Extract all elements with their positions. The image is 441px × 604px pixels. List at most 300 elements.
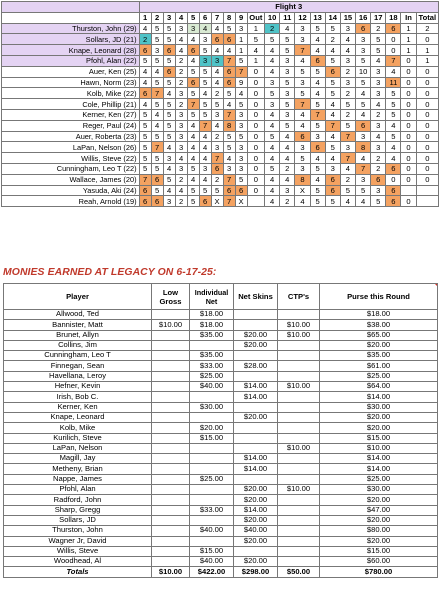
player-name: Sollars, JD (4, 515, 152, 525)
purse-amount: $20.00 (320, 536, 438, 546)
purse-amount: $64.00 (320, 382, 438, 392)
monies-row (4, 361, 438, 371)
score-cell: 6 (325, 185, 340, 196)
totals-skins: $298.00 (234, 567, 278, 577)
score-cell: 4 (199, 23, 211, 34)
hole-header: 17 (371, 12, 386, 23)
score-cell: 3 (175, 163, 187, 174)
skins-amount: $14.00 (234, 505, 278, 515)
score-cell: 5 (325, 77, 340, 88)
score-cell: 3 (295, 77, 310, 88)
score-cell: 7 (139, 174, 151, 185)
score-cell: 4 (139, 23, 151, 34)
score-cell (247, 196, 264, 207)
score-cell: 2 (265, 23, 280, 34)
hole-header: 2 (151, 12, 163, 23)
score-cell: 5 (247, 34, 264, 45)
score-cell: 5 (235, 55, 247, 66)
score-cell: 4 (310, 153, 325, 164)
player-score-row (2, 142, 439, 153)
score-cell: 5 (163, 120, 175, 131)
net-amount: $30.00 (190, 402, 234, 412)
score-cell: 5 (235, 99, 247, 110)
hole-header: In (401, 12, 416, 23)
ctp-amount (278, 546, 320, 556)
player-name: Kerner, Ken (27) (2, 109, 140, 120)
score-cell: 4 (356, 109, 371, 120)
player-name: LaPan, Nelson (26) (2, 142, 140, 153)
ctp-amount (278, 515, 320, 525)
player-name: Knape, Leonard (28) (2, 45, 140, 56)
skins-amount: $14.00 (234, 382, 278, 392)
net-amount (190, 464, 234, 474)
net-amount: $35.00 (190, 330, 234, 340)
low-gross-amount (152, 536, 190, 546)
score-cell: 0 (401, 77, 416, 88)
score-cell: 6 (386, 185, 401, 196)
score-cell: 7 (235, 66, 247, 77)
score-cell: 2 (175, 174, 187, 185)
score-cell: 5 (280, 120, 295, 131)
score-cell: 3 (235, 23, 247, 34)
low-gross-amount (152, 310, 190, 320)
score-cell: 4 (265, 66, 280, 77)
score-cell: 4 (371, 55, 386, 66)
score-cell: 3 (199, 55, 211, 66)
score-cell: 3 (199, 163, 211, 174)
score-cell: 5 (295, 153, 310, 164)
score-cell: 1 (401, 34, 416, 45)
low-gross-amount (152, 330, 190, 340)
score-cell: 5 (163, 23, 175, 34)
score-cell: 5 (386, 99, 401, 110)
ctp-amount (278, 505, 320, 515)
ctp-amount: $10.00 (278, 485, 320, 495)
hole-header: 14 (325, 12, 340, 23)
score-cell: 4 (175, 45, 187, 56)
score-cell: 0 (416, 153, 438, 164)
purse-amount: $20.00 (320, 495, 438, 505)
player-name: Brunet, Allyn (4, 330, 152, 340)
score-cell: 0 (416, 66, 438, 77)
score-cell: 7 (356, 163, 371, 174)
ctp-amount (278, 526, 320, 536)
score-cell: 1 (235, 34, 247, 45)
score-cell: 6 (223, 34, 235, 45)
score-cell: 4 (163, 163, 175, 174)
monies-row (4, 454, 438, 464)
score-cell: 4 (151, 66, 163, 77)
score-cell: 7 (223, 174, 235, 185)
score-cell: 4 (223, 153, 235, 164)
score-cell: 3 (280, 88, 295, 99)
purse-amount: $15.00 (320, 433, 438, 443)
ctp-amount (278, 464, 320, 474)
score-cell: 7 (223, 196, 235, 207)
score-cell: 0 (401, 88, 416, 99)
score-cell: 4 (265, 120, 280, 131)
player-name: Reah, Arnold (19) (2, 196, 140, 207)
totals-label: Totals (4, 567, 152, 577)
score-cell: 7 (340, 153, 355, 164)
player-name: Bannister, Matt (4, 320, 152, 330)
score-cell: 5 (386, 131, 401, 142)
score-cell: 2 (175, 196, 187, 207)
net-amount: $25.00 (190, 474, 234, 484)
score-cell: 2 (211, 88, 223, 99)
score-cell (401, 185, 416, 196)
score-cell: 5 (223, 88, 235, 99)
score-cell: 0 (416, 174, 438, 185)
hole-header: Out (247, 12, 264, 23)
player-score-row (2, 34, 439, 45)
score-cell: 8 (356, 142, 371, 153)
score-cell: 3 (211, 55, 223, 66)
score-cell: 4 (211, 45, 223, 56)
score-cell: 4 (199, 142, 211, 153)
score-cell: 0 (401, 174, 416, 185)
score-cell: 3 (295, 142, 310, 153)
monies-row (4, 330, 438, 340)
score-cell: 3 (340, 77, 355, 88)
score-cell: 5 (151, 34, 163, 45)
net-amount: $18.00 (190, 320, 234, 330)
net-amount: $15.00 (190, 546, 234, 556)
purse-amount: $25.00 (320, 371, 438, 381)
net-amount: $25.00 (190, 371, 234, 381)
score-cell: 5 (265, 163, 280, 174)
monies-row (4, 536, 438, 546)
low-gross-amount (152, 361, 190, 371)
score-cell: 0 (386, 174, 401, 185)
score-cell: 3 (163, 196, 175, 207)
score-cell: 7 (151, 88, 163, 99)
score-cell: 5 (310, 163, 325, 174)
score-cell: 5 (187, 88, 199, 99)
score-cell: 6 (325, 66, 340, 77)
score-cell: 4 (265, 142, 280, 153)
score-cell: 0 (401, 109, 416, 120)
player-score-row (2, 131, 439, 142)
player-name: Magill, Jay (4, 454, 152, 464)
score-cell: 4 (310, 77, 325, 88)
purse-amount: $20.00 (320, 340, 438, 350)
score-cell: 3 (356, 45, 371, 56)
score-cell: 5 (371, 34, 386, 45)
player-name: Cole, Phillip (21) (2, 99, 140, 110)
score-cell: 5 (235, 174, 247, 185)
ctp-amount (278, 536, 320, 546)
score-cell: 1 (235, 45, 247, 56)
player-name: Radford, John (4, 495, 152, 505)
score-cell: 3 (211, 142, 223, 153)
score-cell: 0 (416, 163, 438, 174)
score-cell: 0 (247, 88, 264, 99)
score-cell: 5 (139, 120, 151, 131)
skins-amount: $20.00 (234, 412, 278, 422)
player-score-row (2, 99, 439, 110)
score-cell: 4 (280, 153, 295, 164)
skins-amount: $40.00 (234, 526, 278, 536)
score-cell: 5 (151, 99, 163, 110)
score-cell: 0 (247, 131, 264, 142)
score-cell: 0 (416, 120, 438, 131)
score-cell: 5 (265, 34, 280, 45)
score-cell: 5 (151, 153, 163, 164)
header-purse: Purse this Round (320, 284, 438, 310)
score-cell: 4 (211, 23, 223, 34)
player-name: Auer, Roberta (23) (2, 131, 140, 142)
purse-amount: $30.00 (320, 402, 438, 412)
score-cell: X (211, 196, 223, 207)
score-cell: 6 (371, 174, 386, 185)
score-cell: 5 (187, 163, 199, 174)
score-cell: 3 (371, 120, 386, 131)
low-gross-amount (152, 351, 190, 361)
score-cell: 3 (295, 163, 310, 174)
monies-row (4, 371, 438, 381)
player-name: LaPan, Nelson (4, 443, 152, 453)
score-cell: 3 (235, 109, 247, 120)
score-cell: 1 (416, 55, 438, 66)
hole-header: 7 (211, 12, 223, 23)
score-cell: 5 (295, 88, 310, 99)
low-gross-amount (152, 371, 190, 381)
score-cell: 4 (310, 45, 325, 56)
score-cell: 2 (371, 163, 386, 174)
comment-marker-icon (434, 284, 438, 288)
monies-row (4, 474, 438, 484)
score-cell: 5 (325, 142, 340, 153)
player-name: Hawn, Norm (23) (2, 77, 140, 88)
player-score-row (2, 120, 439, 131)
score-cell: 4 (386, 120, 401, 131)
purse-amount: $20.00 (320, 412, 438, 422)
score-cell: 5 (223, 142, 235, 153)
skins-amount (234, 320, 278, 330)
ctp-amount (278, 340, 320, 350)
score-cell: 3 (340, 55, 355, 66)
score-cell: 4 (235, 88, 247, 99)
ctp-amount: $10.00 (278, 330, 320, 340)
monies-earned-table (3, 283, 438, 578)
score-cell: 4 (175, 34, 187, 45)
score-cell: 0 (416, 131, 438, 142)
score-cell: 6 (386, 23, 401, 34)
score-cell: 5 (310, 99, 325, 110)
header-ctps: CTP's (278, 284, 320, 310)
totals-net: $422.00 (190, 567, 234, 577)
score-cell: 4 (187, 55, 199, 66)
score-cell: 0 (416, 77, 438, 88)
score-cell: 7 (325, 120, 340, 131)
score-cell: 4 (223, 99, 235, 110)
net-amount: $40.00 (190, 557, 234, 567)
score-cell: 5 (310, 120, 325, 131)
score-cell: 2 (175, 99, 187, 110)
score-cell: 4 (386, 153, 401, 164)
score-cell: 2 (340, 88, 355, 99)
monies-row (4, 392, 438, 402)
score-cell: 5 (386, 88, 401, 99)
hole-header: 4 (175, 12, 187, 23)
purse-amount: $61.00 (320, 361, 438, 371)
purse-amount: $15.00 (320, 546, 438, 556)
score-cell: 4 (386, 142, 401, 153)
score-cell: 7 (386, 55, 401, 66)
score-cell: 3 (223, 163, 235, 174)
score-cell: 6 (139, 196, 151, 207)
score-cell: 2 (280, 163, 295, 174)
score-cell: 5 (151, 77, 163, 88)
monies-row (4, 382, 438, 392)
hole-header: 3 (163, 12, 175, 23)
low-gross-amount (152, 557, 190, 567)
score-cell: 2 (371, 109, 386, 120)
score-cell: 4 (295, 55, 310, 66)
score-cell: 0 (401, 163, 416, 174)
score-cell: 5 (163, 131, 175, 142)
player-score-row (2, 163, 439, 174)
player-name: Finnegan, Sean (4, 361, 152, 371)
net-amount (190, 485, 234, 495)
low-gross-amount: $10.00 (152, 320, 190, 330)
score-cell: 0 (247, 77, 264, 88)
score-cell: 0 (386, 34, 401, 45)
ctp-amount (278, 371, 320, 381)
score-cell: 5 (356, 77, 371, 88)
ctp-amount (278, 454, 320, 464)
net-amount: $33.00 (190, 505, 234, 515)
score-cell: 5 (211, 185, 223, 196)
player-name: Woodhead, Al (4, 557, 152, 567)
low-gross-amount (152, 454, 190, 464)
score-cell: 4 (310, 34, 325, 45)
monies-row (4, 526, 438, 536)
score-cell: 4 (325, 109, 340, 120)
skins-amount (234, 423, 278, 433)
score-cell: 4 (265, 196, 280, 207)
score-cell: 4 (199, 174, 211, 185)
low-gross-amount (152, 340, 190, 350)
score-cell: 10 (356, 66, 371, 77)
score-cell: 3 (280, 66, 295, 77)
score-cell: 2 (280, 196, 295, 207)
score-cell: 4 (340, 34, 355, 45)
score-cell: 5 (163, 77, 175, 88)
score-cell (416, 185, 438, 196)
score-cell: 7 (187, 99, 199, 110)
score-cell: 4 (325, 99, 340, 110)
score-cell: 3 (265, 77, 280, 88)
score-cell: 5 (310, 185, 325, 196)
monies-row (4, 320, 438, 330)
hole-header: 8 (223, 12, 235, 23)
score-cell: 7 (199, 120, 211, 131)
score-cell: 0 (401, 131, 416, 142)
ctp-amount (278, 310, 320, 320)
player-name: Reger, Paul (24) (2, 120, 140, 131)
ctp-amount (278, 557, 320, 567)
score-cell: 3 (175, 88, 187, 99)
purse-amount: $20.00 (320, 423, 438, 433)
score-cell: 3 (163, 153, 175, 164)
score-cell: X (235, 196, 247, 207)
purse-amount: $10.00 (320, 443, 438, 453)
monies-row (4, 351, 438, 361)
low-gross-amount (152, 485, 190, 495)
score-cell: 5 (187, 109, 199, 120)
score-cell: 5 (139, 131, 151, 142)
score-cell: 3 (280, 185, 295, 196)
low-gross-amount (152, 382, 190, 392)
score-cell: 0 (247, 109, 264, 120)
score-cell: 5 (163, 109, 175, 120)
score-cell: 4 (340, 163, 355, 174)
hole-header: Total (416, 12, 438, 23)
score-cell: 4 (151, 120, 163, 131)
player-score-row (2, 77, 439, 88)
score-cell: 5 (265, 88, 280, 99)
score-cell: 5 (151, 55, 163, 66)
score-cell: 3 (235, 153, 247, 164)
flight-title: Flight 3 (139, 2, 438, 13)
ctp-amount: $10.00 (278, 443, 320, 453)
player-name: Auer, Ken (25) (2, 66, 140, 77)
score-cell: 5 (371, 45, 386, 56)
score-cell: 3 (371, 77, 386, 88)
score-cell: 6 (139, 88, 151, 99)
purse-amount: $60.00 (320, 557, 438, 567)
hole-header: 9 (235, 12, 247, 23)
score-cell: 0 (416, 88, 438, 99)
score-cell: 1 (401, 45, 416, 56)
score-cell: 6 (163, 66, 175, 77)
score-cell: 3 (310, 131, 325, 142)
hole-header: 11 (280, 12, 295, 23)
score-cell: 5 (151, 23, 163, 34)
score-cell: 7 (151, 142, 163, 153)
hole-header: 15 (340, 12, 355, 23)
ctp-amount (278, 392, 320, 402)
score-cell: 1 (247, 55, 264, 66)
score-cell: 3 (371, 66, 386, 77)
score-cell: 5 (371, 196, 386, 207)
ctp-amount: $10.00 (278, 382, 320, 392)
score-cell: 4 (187, 174, 199, 185)
score-cell: 2 (175, 66, 187, 77)
score-cell: 5 (223, 131, 235, 142)
score-cell: 4 (199, 88, 211, 99)
score-cell: 5 (151, 163, 163, 174)
player-name: Metheny, Brian (4, 464, 152, 474)
score-cell: 3 (187, 23, 199, 34)
score-cell: 0 (247, 163, 264, 174)
skins-amount: $14.00 (234, 454, 278, 464)
score-cell: 4 (163, 142, 175, 153)
score-cell: 6 (223, 66, 235, 77)
net-amount (190, 392, 234, 402)
score-cell: 4 (163, 185, 175, 196)
score-cell: 5 (187, 196, 199, 207)
score-cell: 5 (235, 131, 247, 142)
score-cell: 2 (211, 131, 223, 142)
low-gross-amount (152, 526, 190, 536)
skins-amount: $14.00 (234, 392, 278, 402)
score-cell: 0 (247, 66, 264, 77)
score-cell: 3 (235, 163, 247, 174)
score-cell: 5 (199, 77, 211, 88)
